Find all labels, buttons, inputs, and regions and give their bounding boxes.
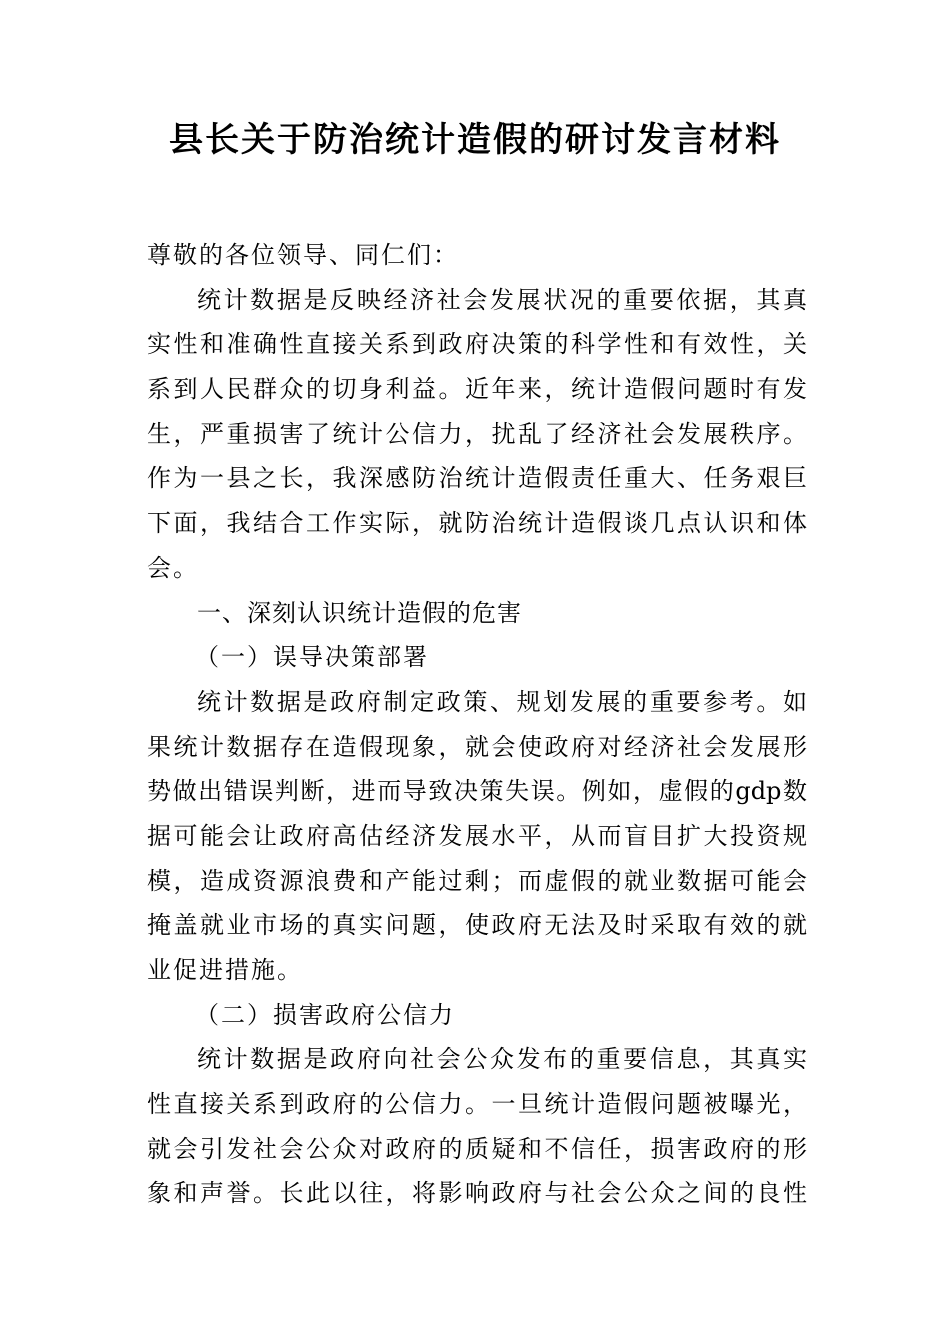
- text-line: 性直接关系到政府的公信力。一旦统计造假问题被曝光，: [147, 1090, 807, 1119]
- text-line: 尊敬的各位领导、同仁们：: [147, 241, 459, 269]
- text-line: 会。: [147, 553, 199, 582]
- document-title: 县长关于防治统计造假的研讨发言材料: [169, 120, 781, 160]
- text-line: 模，造成资源浪费和产能过剩；而虚假的就业数据可能会: [147, 866, 807, 895]
- subsection-heading: [147, 993, 807, 1038]
- text-line: 统计数据是政府制定政策、规划发展的重要参考。如: [197, 687, 807, 716]
- document-body: [147, 233, 807, 1216]
- text-line: 就会引发社会公众对政府的质疑和不信任，损害政府的形: [147, 1134, 807, 1163]
- text-line: 果统计数据存在造假现象，就会使政府对经济社会发展形: [147, 732, 807, 761]
- paragraph: [147, 1037, 807, 1216]
- text-line: 统计数据是政府向社会公众发布的重要信息，其真实: [197, 1045, 807, 1074]
- text-line: 一、深刻认识统计造假的危害: [197, 598, 522, 627]
- salutation: [147, 233, 807, 278]
- text-line: 作为一县之长，我深感防治统计造假责任重大、任务艰巨: [147, 464, 807, 493]
- section-heading: [147, 591, 807, 636]
- subsection-heading: [147, 635, 807, 680]
- text-line: 据可能会让政府高估经济发展水平，从而盲目扩大投资规: [147, 821, 807, 850]
- text-line: 统计数据是反映经济社会发展状况的重要依据，其真: [197, 285, 807, 314]
- text-line: 系到人民群众的切身利益。近年来，统计造假问题时有发: [147, 375, 807, 404]
- text-line: 业促进措施。: [147, 956, 303, 984]
- text-line: （一）误导决策部署: [195, 643, 429, 672]
- text-line: 象和声誉。长此以往，将影响政府与社会公众之间的良性: [147, 1179, 807, 1208]
- text-line: 势做出错误判断，进而导致决策失误。例如，虚假的gdp数: [147, 777, 807, 806]
- text-line: （二）损害政府公信力: [195, 1000, 455, 1029]
- paragraph: [147, 278, 807, 591]
- text-line: 下面，我结合工作实际，就防治统计造假谈几点认识和体: [147, 509, 807, 538]
- text-line: 实性和准确性直接关系到政府决策的科学性和有效性，关: [147, 330, 807, 359]
- paragraph: [147, 680, 807, 993]
- text-line: 掩盖就业市场的真实问题，使政府无法及时采取有效的就: [147, 911, 807, 940]
- text-line: 生，严重损害了统计公信力，扰乱了经济社会发展秩序。: [147, 419, 807, 448]
